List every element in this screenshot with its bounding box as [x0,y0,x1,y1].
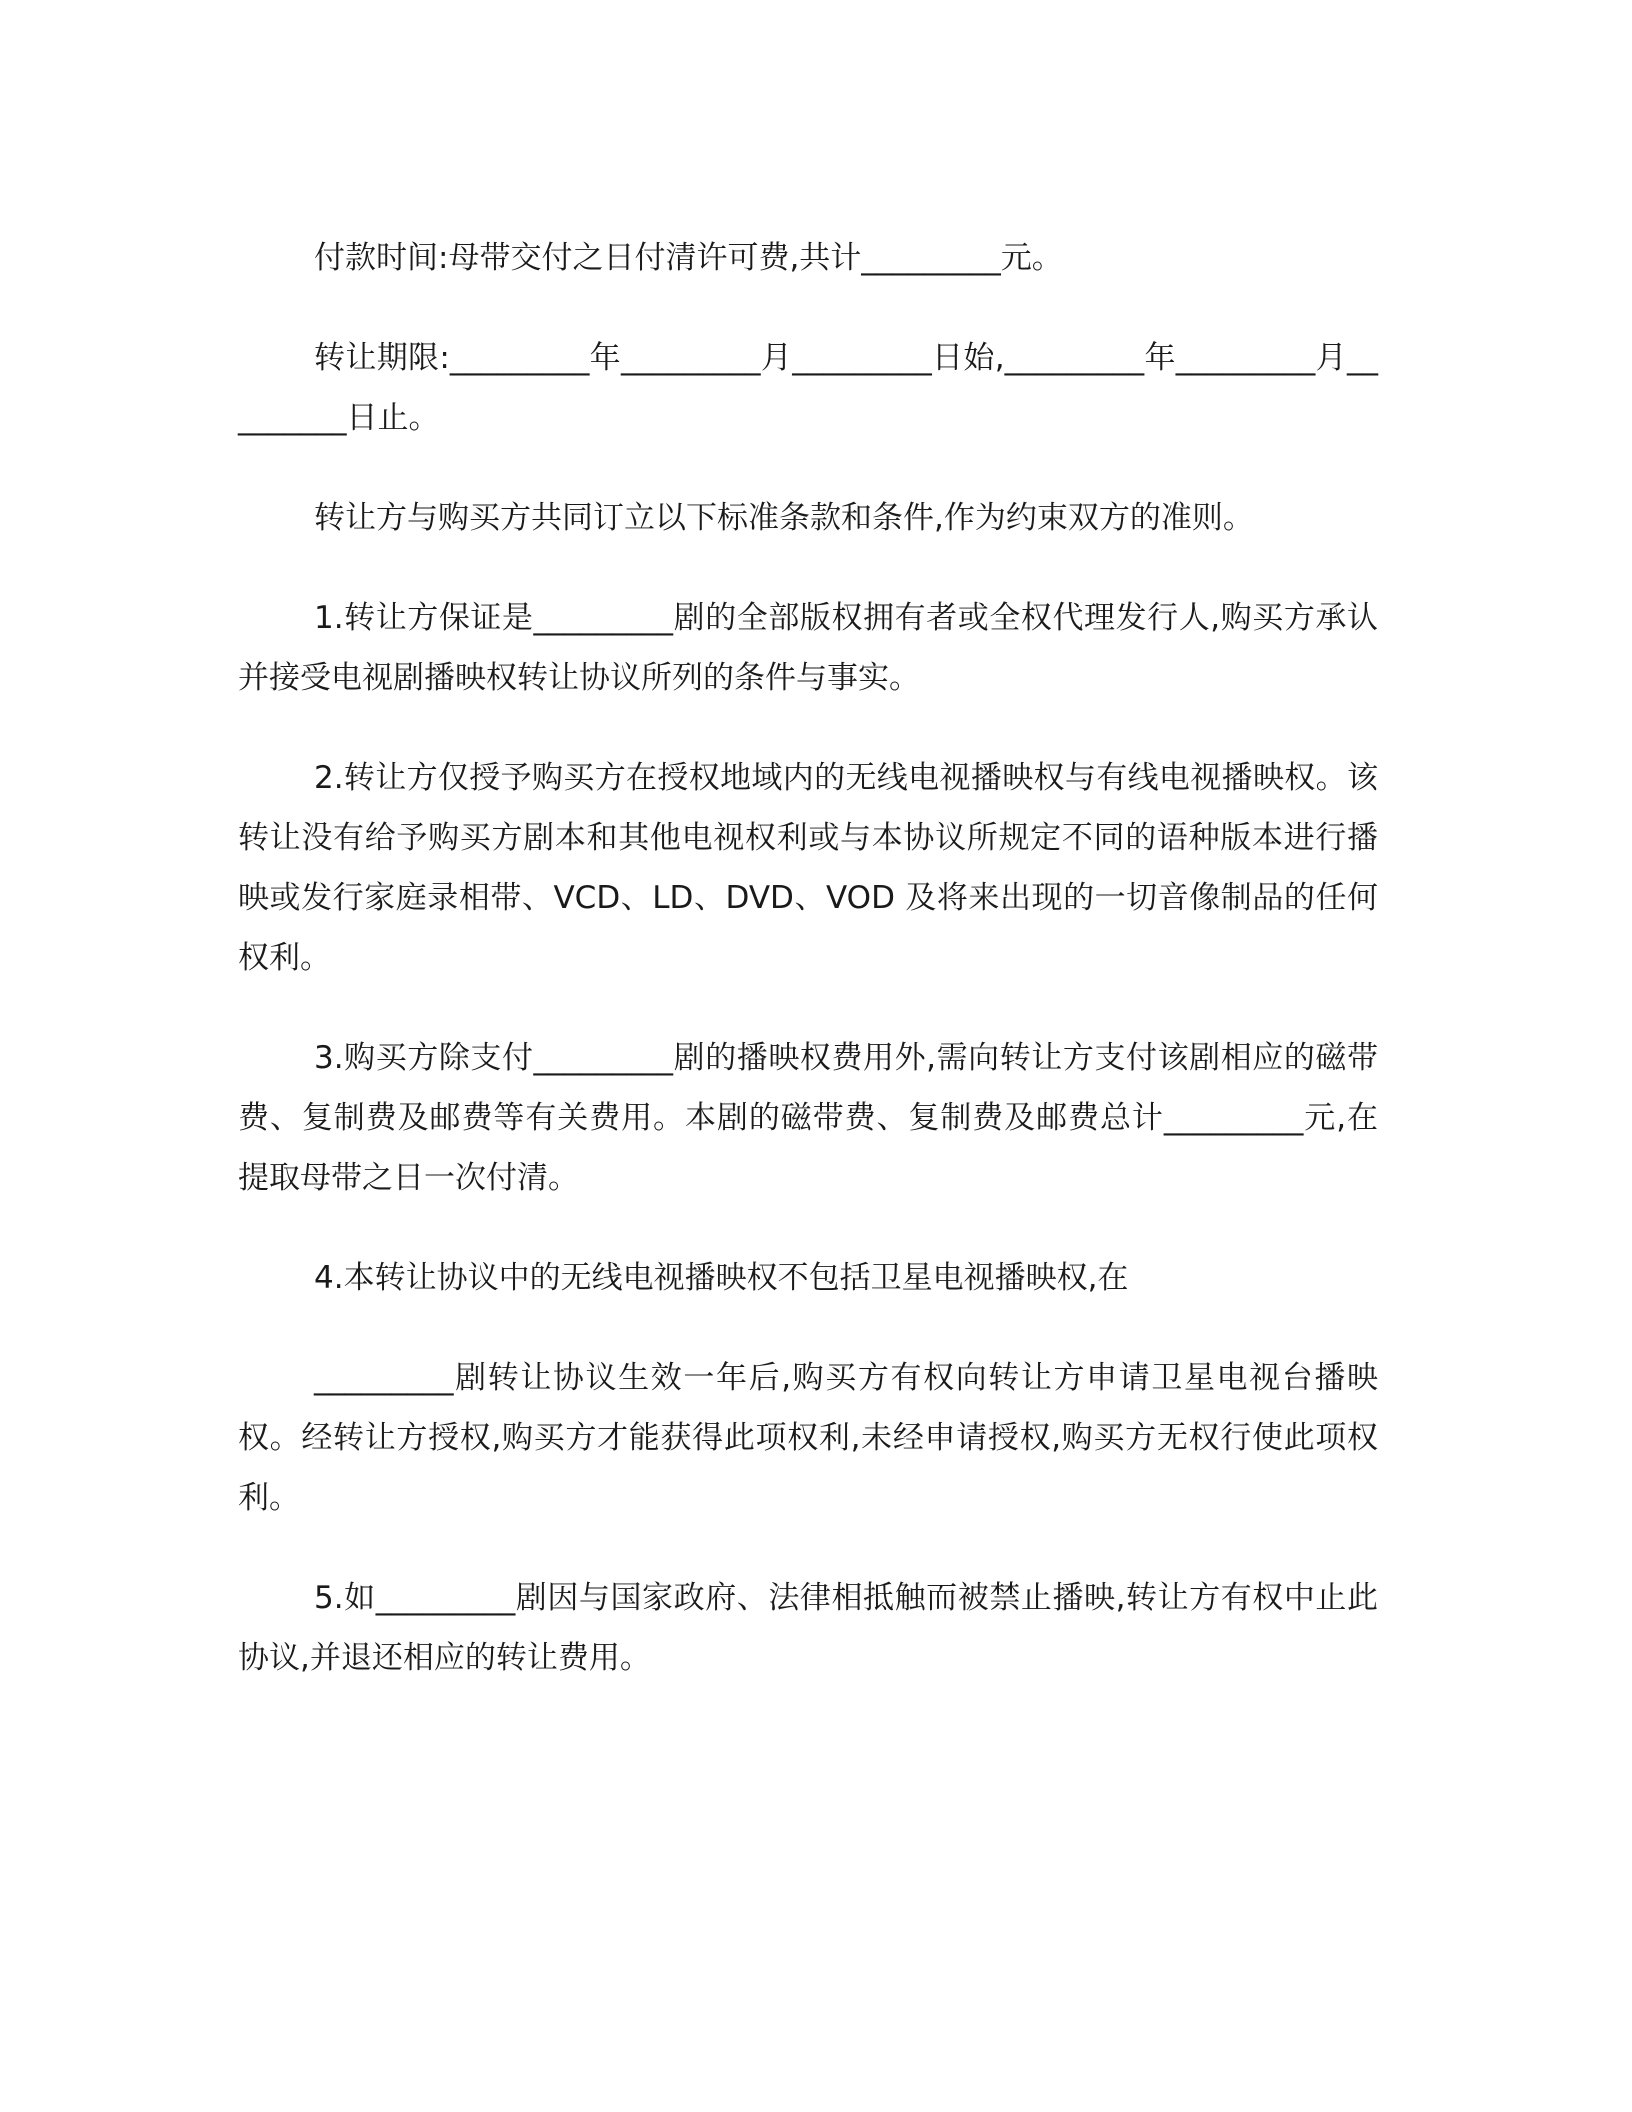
clause-2-paragraph: 2.转让方仅授予购买方在授权地域内的无线电视播映权与有线电视播映权。该转让没有给予购买方剧本和其他电视权利或与本协议所规定不同的语种版本进行播映或发行家庭录相带、VCD、LD、DVD、VOD 及将来出现的一切音像制品的任何权利。 [238,760,1378,976]
clause-3-paragraph: 3.购买方除支付_________剧的播映权费用外,需向转让方支付该剧相应的磁带费、复制费及邮费等有关费用。本剧的磁带费、复制费及邮费总计_________元,在提取母带之日一次付清。 [238,1040,1378,1196]
clause-4-continued-paragraph: _________剧转让协议生效一年后,购买方有权向转让方申请卫星电视台播映权。经转让方授权,购买方才能获得此项权利,未经申请授权,购买方无权行使此项权利。 [238,1360,1378,1516]
clause-5-paragraph: 5.如_________剧因与国家政府、法律相抵触而被禁止播映,转让方有权中止此协议,并退还相应的转让费用。 [238,1580,1378,1676]
standard-terms-paragraph: 转让方与购买方共同订立以下标准条款和条件,作为约束双方的准则。 [314,500,1254,536]
transfer-period-paragraph: 转让期限:_________年_________月_________日始,_________年_________月_________日止。 [238,340,1378,436]
document-body [238,228,1378,1728]
clause-4-paragraph: 4.本转让协议中的无线电视播映权不包括卫星电视播映权,在 [314,1260,1129,1296]
payment-time-paragraph: 付款时间:母带交付之日付清许可费,共计_________元。 [314,240,1063,276]
clause-1-paragraph: 1.转让方保证是_________剧的全部版权拥有者或全权代理发行人,购买方承认并接受电视剧播映权转让协议所列的条件与事实。 [238,600,1378,696]
